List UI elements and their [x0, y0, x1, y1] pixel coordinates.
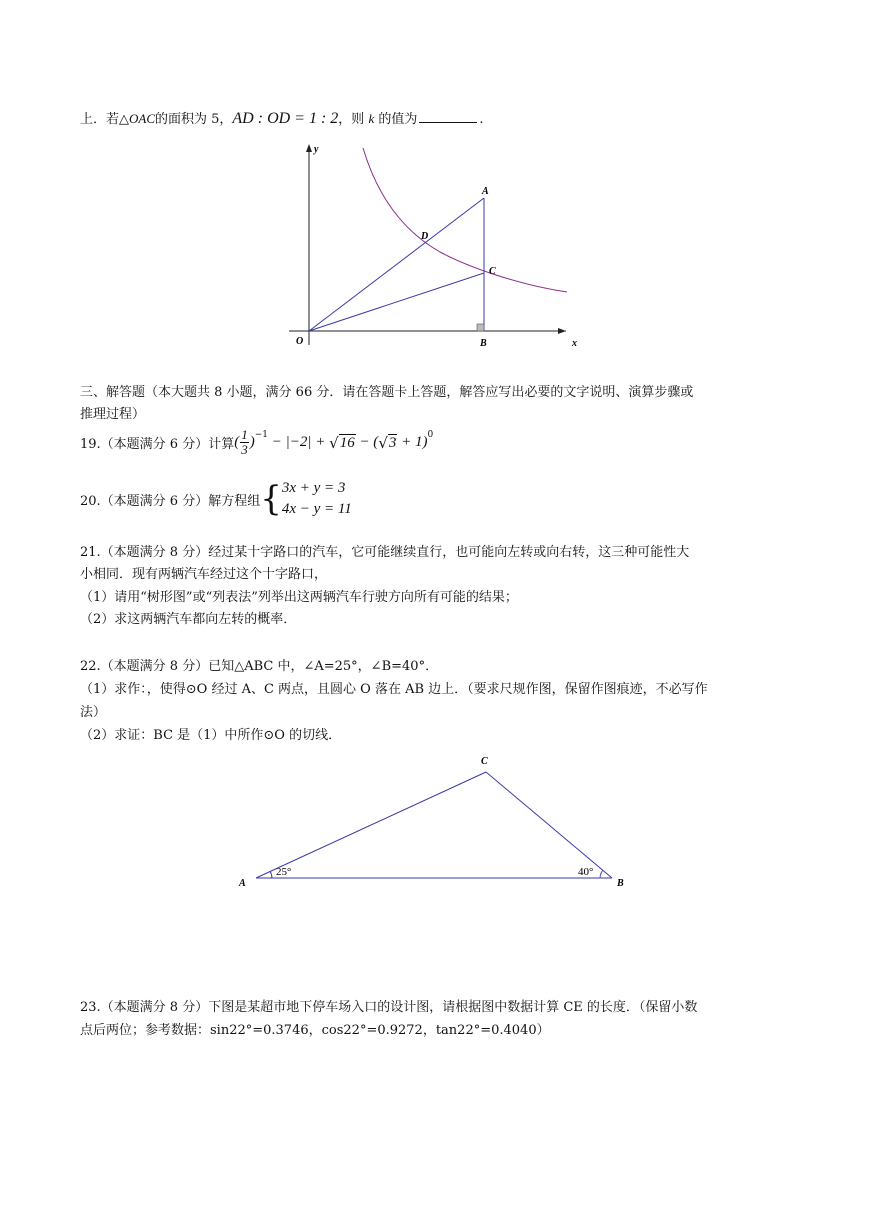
- q18-prefix: 上．若△: [80, 112, 129, 127]
- label-O: O: [296, 336, 304, 347]
- equation-1: 3x + y = 3: [281, 480, 346, 496]
- q20-line: [80, 478, 352, 520]
- sqrt-3: 3: [388, 434, 397, 451]
- q18-suffix2: 的值为: [374, 112, 418, 127]
- equation-system: [282, 478, 352, 520]
- label-C: C: [489, 266, 496, 277]
- q18-k: k: [368, 111, 375, 126]
- system-brace: {: [260, 479, 282, 519]
- q23-line2: 点后两位；参考数据：sin22°=0.3746，cos22°=0.9272，tan22°=0.4040）: [80, 1023, 550, 1038]
- line-OC: [309, 273, 484, 331]
- q22-part1-cont: 法）: [80, 705, 107, 720]
- label-D: D: [421, 231, 429, 242]
- label-A: A: [482, 186, 489, 197]
- q22-part2: （2）求证：BC 是（1）中所作⊙O 的切线．: [80, 728, 342, 743]
- q22-line1: 22.（本题满分 8 分）已知△ABC 中，∠A=25°，∠B=40°．: [80, 659, 439, 674]
- q18-triangle: OAC: [129, 111, 155, 126]
- q18-suffix1: ，则: [338, 112, 369, 127]
- q19-line: 19.（本题满分 6 分）计算 ( $\frac{1}{3}$ ) $^{-1}$ − |−2| + √ 16 − ( √ 3 + 1) $^0$: [80, 427, 434, 457]
- q18-mid: 的面积为 5，: [155, 112, 233, 127]
- label-B2: B: [617, 878, 624, 889]
- side-AC: [256, 772, 486, 878]
- hyperbola-curve: [363, 148, 567, 292]
- q20-prefix: 20.（本题满分 6 分）解方程组: [80, 493, 261, 509]
- q18-end: .: [479, 112, 484, 127]
- q21-part2: （2）求这两辆汽车都向左转的概率．: [80, 612, 297, 627]
- label-C2: C: [481, 756, 488, 767]
- label-y: y: [314, 144, 319, 155]
- q18-ratio: AD : OD = 1 : 2: [232, 110, 339, 127]
- angle-A-label: 25°: [276, 866, 292, 878]
- q19-prefix: 19.（本题满分 6 分）计算: [80, 437, 235, 452]
- q21-line1: 21.（本题满分 8 分）经过某十字路口的汽车，它可能继续直行，也可能向左转或向右转，这三种可能性大: [80, 545, 690, 560]
- triangle-figure: [0, 740, 869, 900]
- equation-2: 4x − y = 11: [281, 501, 352, 517]
- q23-line1: 23.（本题满分 8 分）下图是某超市地下停车场入口的设计图，请根据图中数据计算 CE 的长度．（保留小数: [80, 1000, 698, 1015]
- angle-B-arc: [600, 870, 603, 878]
- x-axis-arrow: [558, 328, 566, 334]
- y-axis-arrow: [306, 144, 312, 152]
- one-third-fraction: $\frac{1}{3}$: [241, 427, 248, 457]
- label-B: B: [480, 338, 487, 349]
- sqrt-16: 16: [339, 434, 355, 451]
- q19-abs-term: − |−2| +: [268, 434, 330, 450]
- exp-zero: 0: [427, 430, 434, 440]
- angle-B-label: 40°: [578, 866, 594, 878]
- right-angle-mark: [477, 324, 484, 331]
- label-x: x: [572, 338, 577, 349]
- label-A2: A: [239, 878, 246, 889]
- section-3-line1: 三、解答题（本大题共 8 小题，满分 66 分．请在答题卡上答题，解答应写出必要的文字说明、演算步骤或: [80, 385, 694, 400]
- q22-part1: （1）求作：，使得⊙O 经过 A、C 两点，且圆心 O 落在 AB 边上．（要求尺规作图，保留作图痕迹，不必写作: [80, 682, 708, 697]
- q21-line2: 小相同．现有两辆汽车经过这个十字路口，: [80, 567, 328, 582]
- side-CB: [486, 772, 612, 878]
- hyperbola-figure: [0, 0, 869, 360]
- exp-neg1: −1: [254, 430, 268, 440]
- section-3-line2: 推理过程）: [80, 407, 146, 422]
- q21-part1: （1）请用“树形图”或“列表法”列举出这两辆汽车行驶方向所有可能的结果；: [80, 590, 518, 605]
- angle-A-arc: [270, 871, 272, 878]
- line-OA: [309, 198, 484, 331]
